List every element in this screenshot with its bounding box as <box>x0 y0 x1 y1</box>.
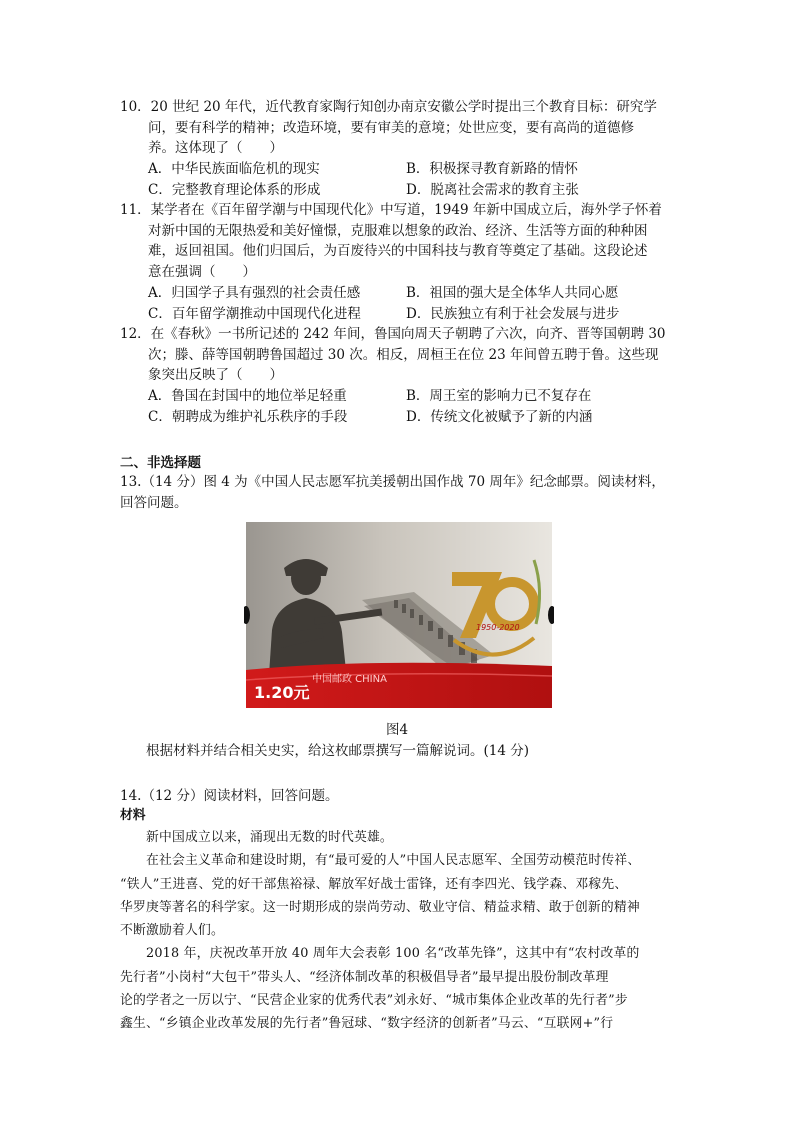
q11-option-c[interactable]: C．百年留学潮推动中国现代化进程 <box>148 305 361 322</box>
q11-line-1: 11．某学者在《百年留学潮与中国现代化》中写道，1949 年新中国成立后，海外学子怀着 <box>120 202 662 218</box>
q12-options <box>148 386 668 427</box>
stamp-illustration <box>244 520 554 710</box>
section-heading: 二、非选择题 <box>120 455 201 471</box>
q13-prompt: 根据材料并结合相关史实，给这枚邮票撰写一篇解说词。(14 分) <box>146 743 530 759</box>
material-text <box>120 826 680 1036</box>
question-11 <box>120 200 680 282</box>
commemorative-stamp <box>244 520 554 710</box>
q11-line-4: 意在强调（ ） <box>148 263 256 280</box>
stamp-years: 1950-2020 <box>476 623 520 632</box>
q10-line-3: 养。这体现了（ ） <box>148 140 283 156</box>
material-line: 鑫生、“乡镇企业改革发展的先行者”鲁冠球、“数字经济的创新者”马云、“互联网+”行 <box>120 1016 614 1032</box>
material-line: 论的学者之一厉以宁、“民营企业家的优秀代表”刘永好、“城市集体企业改革的先行者”步 <box>120 993 628 1009</box>
q11-option-b[interactable]: B．祖国的强大是全体华人共同心愿 <box>406 285 619 301</box>
stamp-postal-text: 中国邮政 CHINA <box>312 674 387 685</box>
material-line: 华罗庚等著名的科学家。这一时期形成的崇尚劳动、敬业守信、精益求精、敢于创新的精神 <box>120 899 640 915</box>
question-13 <box>120 472 680 513</box>
material-line: 2018 年，庆祝改革开放 40 周年大会表彰 100 名“改革先锋”，这其中有“农村改革的 <box>120 946 640 962</box>
q11-option-a[interactable]: A．归国学子具有强烈的社会责任感 <box>148 285 361 301</box>
q10-line-1: 10．20 世纪 20 年代，近代教育家陶行知创办南京安徽公学时提出三个教育目标：研究学 <box>120 99 657 115</box>
q12-option-b[interactable]: B．周王室的影响力已不复存在 <box>406 388 592 404</box>
q10-option-b[interactable]: B．积极探寻教育新路的情怀 <box>406 161 578 177</box>
q12-line-1: 12．在《春秋》一书所记述的 242 年间，鲁国向周天子朝聘了六次，向齐、晋等国朝聘 30 <box>120 326 666 342</box>
material-line: 在社会主义革命和建设时期，有“最可爱的人”中国人民志愿军、全国劳动模范时传祥、 <box>120 853 641 869</box>
stamp-denomination: 1.20元 <box>254 683 310 702</box>
material-line: “铁人”王进喜、党的好干部焦裕禄、解放军好战士雷锋，还有李四光、钱学森、邓稼先、 <box>120 876 628 892</box>
material-line: 不断激励着人们。 <box>120 923 224 939</box>
q11-option-d[interactable]: D．民族独立有利于社会发展与进步 <box>406 305 620 322</box>
q11-line-2: 对新中国的无限热爱和美好憧憬，克服难以想象的政治、经济、生活等方面的种种困 <box>148 222 648 239</box>
material-line: 新中国成立以来，涌现出无数的时代英雄。 <box>120 830 393 845</box>
q14-intro: 14.（12 分）阅读材料，回答问题。 <box>120 788 339 804</box>
q12-option-a[interactable]: A．鲁国在封国中的地位举足轻重 <box>148 388 347 404</box>
q10-option-d[interactable]: D．脱离社会需求的教育主张 <box>406 181 579 198</box>
question-12 <box>120 324 680 386</box>
q12-option-d[interactable]: D．传统文化被赋予了新的内涵 <box>406 408 593 425</box>
material-label: 材料 <box>120 808 146 823</box>
question-10 <box>120 97 680 159</box>
q13-line-2: 回答问题。 <box>120 494 188 511</box>
q12-option-c[interactable]: C．朝聘成为维护礼乐秩序的手段 <box>148 408 348 425</box>
q10-option-a[interactable]: A．中华民族面临危机的现实 <box>148 161 320 177</box>
q11-line-3: 难，返回祖国。他们归国后，为百废待兴的中国科技与教育等奠定了基础。这段论述 <box>148 243 648 259</box>
q12-line-3: 象突出反映了（ ） <box>148 367 283 383</box>
material-line: 先行者”小岗村“大包干”带头人、“经济体制改革的积极倡导者”最早提出股份制改革理 <box>120 969 609 985</box>
q10-option-c[interactable]: C．完整教育理论体系的形成 <box>148 181 321 198</box>
figure-caption: 图4 <box>386 722 409 738</box>
q11-options <box>148 283 668 324</box>
q13-line-1: 13.（14 分）图 4 为《中国人民志愿军抗美援朝出国作战 70 周年》纪念邮票。阅读材料， <box>120 474 665 490</box>
q10-options <box>148 159 668 200</box>
q10-line-2: 问，要有科学的精神；改造环境，要有审美的意境；处世应变，要有高尚的道德修 <box>148 119 634 136</box>
q12-line-2: 次；滕、薛等国朝聘鲁国超过 30 次。相反，周桓王在位 23 年间曾五聘于鲁。这些现 <box>148 346 659 363</box>
